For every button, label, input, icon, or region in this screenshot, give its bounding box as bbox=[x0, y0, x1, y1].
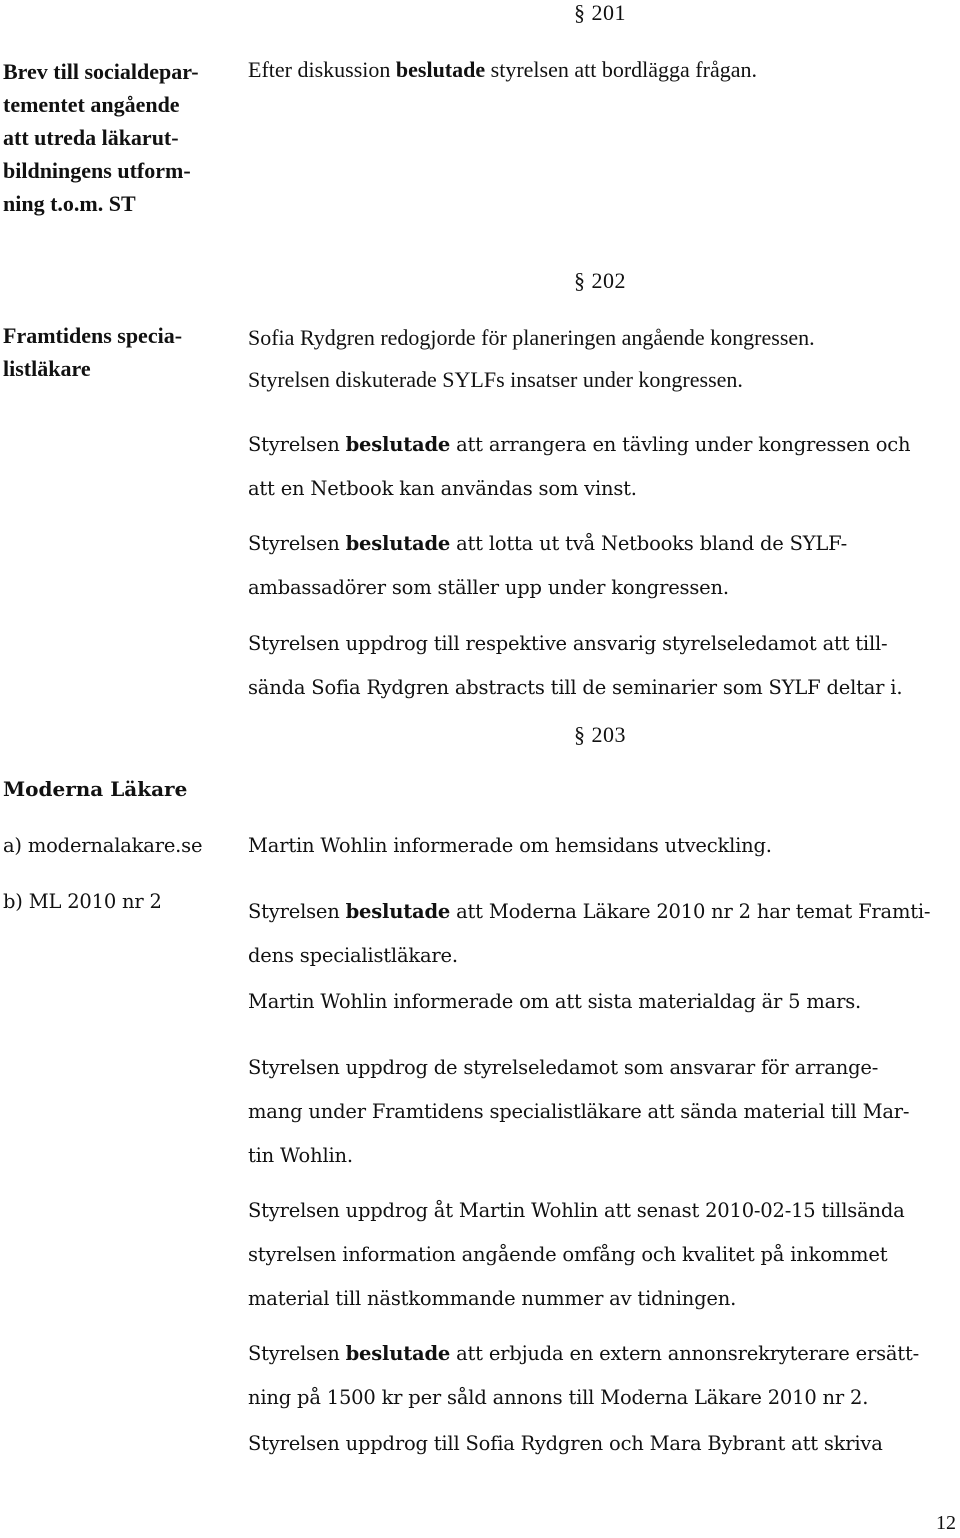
assignment-203-g: Styrelsen uppdrog till Sofia Rydgren och Mara Bybrant att skriva bbox=[248, 1432, 883, 1455]
sidebar-label-moderna: Moderna Läkare bbox=[3, 777, 188, 801]
section-201-heading: § 201 bbox=[574, 0, 626, 25]
assignment-203-e: Styrelsen uppdrog åt Martin Wohlin att senast 2010-02-15 tillsända styrelsen information angående omfång och kvalitet på inkommet material till nästkommande nummer av tidningen. bbox=[248, 1199, 905, 1310]
sidebar-label-brev: Brev till socialdepar- tementet angående att utreda läkarut- bildningens utform- ning t.o.m. ST bbox=[3, 59, 199, 216]
decision-203-f: Styrelsen beslutade att erbjuda en extern annonsrekryterare ersätt- ning på 1500 kr per såld annons till Moderna Läkare 2010 nr 2. bbox=[248, 1342, 919, 1409]
section-203-heading: § 203 bbox=[574, 722, 626, 747]
assignment-202-3: Styrelsen uppdrog till respektive ansvarig styrelseledamot att till- sända Sofia Rydgren abstracts till de seminarier som SYLF deltar i. bbox=[248, 632, 903, 699]
page-number: 12 bbox=[936, 1512, 956, 1534]
info-203-c: Martin Wohlin informerade om att sista materialdag är 5 mars. bbox=[248, 990, 861, 1013]
sidebar-item-b: b) ML 2010 nr 2 bbox=[3, 890, 162, 913]
decision-203-b: Styrelsen beslutade att Moderna Läkare 2010 nr 2 har temat Framti- dens specialistläkare. bbox=[248, 900, 931, 967]
info-203-a: Martin Wohlin informerade om hemsidans utveckling. bbox=[248, 834, 772, 857]
section-202-heading: § 202 bbox=[574, 268, 626, 293]
decision-202-1: Styrelsen beslutade att arrangera en tävling under kongressen och att en Netbook kan användas som vinst. bbox=[248, 433, 911, 500]
paragraph-202-line1: Sofia Rydgren redogjorde för planeringen angående kongressen. bbox=[248, 325, 815, 350]
assignment-203-d: Styrelsen uppdrog de styrelseledamot som ansvarar för arrange- mang under Framtidens specialistläkare att sända material till Mar- tin Wohlin. bbox=[248, 1056, 910, 1167]
sidebar-item-a: a) modernalakare.se bbox=[3, 834, 203, 857]
paragraph-202-line2: Styrelsen diskuterade SYLFs insatser under kongressen. bbox=[248, 367, 743, 392]
decision-202-2: Styrelsen beslutade att lotta ut två Netbooks bland de SYLF- ambassadörer som ställer upp under kongressen. bbox=[248, 532, 848, 599]
paragraph-201: Efter diskussion beslutade styrelsen att bordlägga frågan. bbox=[248, 57, 757, 82]
sidebar-label-framtidens: Framtidens specia- listläkare bbox=[3, 323, 183, 381]
